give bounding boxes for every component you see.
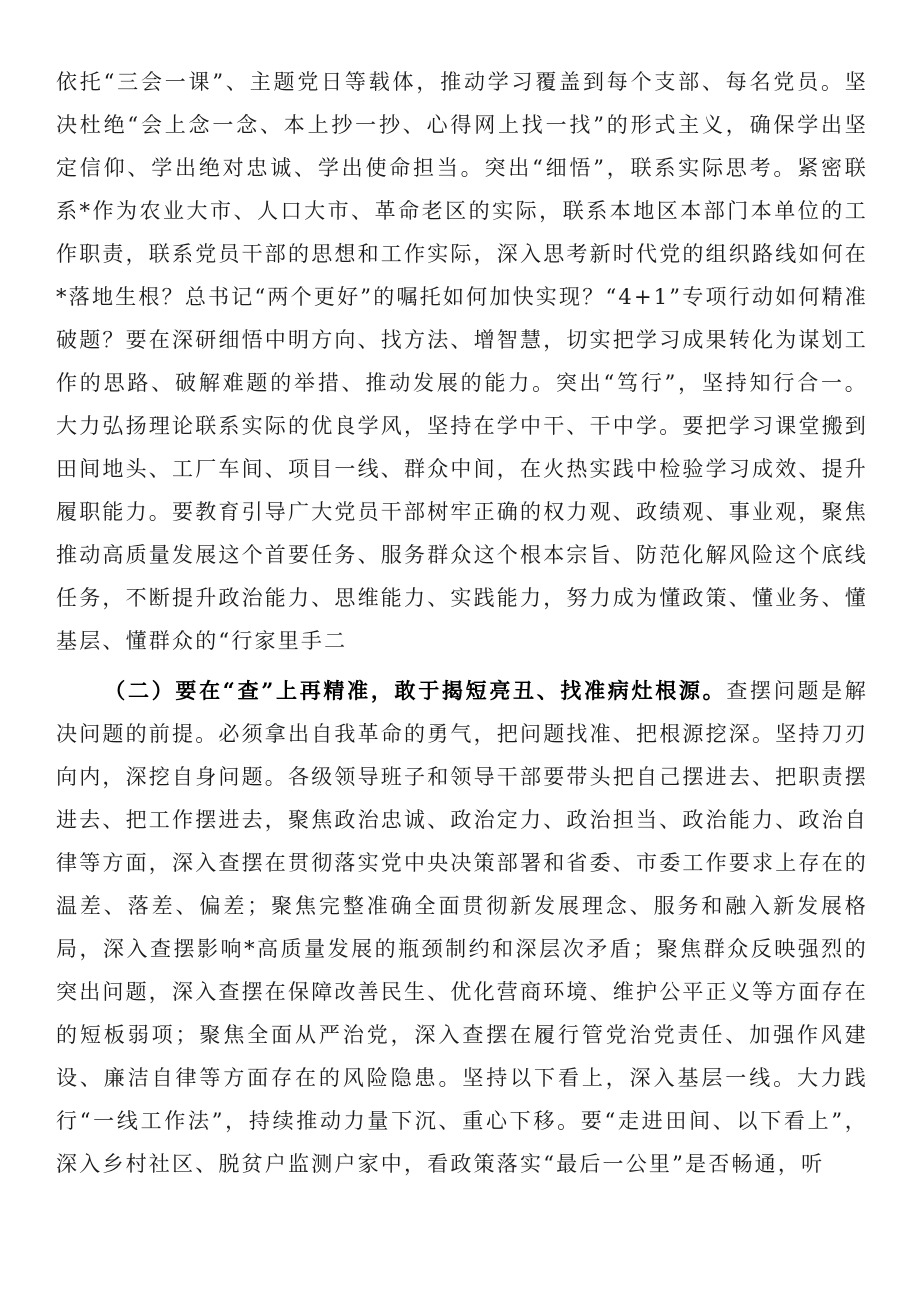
paragraph-2 — [56, 669, 868, 1186]
paragraph-1-text: 依托“三会一课”、主题党日等载体，推动学习覆盖到每个支部、每名党员。坚决杜绝“会上念一念、本上抄一抄、心得网上找一找”的形式主义，确保学出坚定信仰、学出绝对忠诚、学出使命担当。突出“细悟”，联系实际思考。紧密联系*作为农业大市、人口大市、革命老区的实际，联系本地区本部门本单位的工作职责，联系党员干部的思想和工作实际，深入思考新时代党的组织路线如何在*落地生根？总书记“两个更好”的嘱托如何加快实现？“4+1”专项行动如何精准破题？要在深研细悟中明方向、找方法、增智慧，切实把学习成果转化为谋划工作的思路、破解难题的举措、推动发展的能力。突出“笃行”，坚持知行合一。大力弘扬理论联系实际的优良学风，坚持在学中干、干中学。要把学习课堂搬到田间地头、工厂车间、项目一线、群众中间，在火热实践中检验学习成效、提升履职能力。要教育引导广大党员干部树牢正确的权力观、政绩观、事业观，聚焦推动高质量发展这个首要任务、服务群众这个根本宗旨、防范化解风险这个底线任务，不断提升政治能力、思维能力、实践能力，努力成为懂政策、懂业务、懂基层、懂群众的“行家里手二 — [56, 70, 868, 653]
paragraph-2-heading: （二）要在“查”上再精准，敢于揭短亮丑、找准病灶根源。 — [104, 678, 727, 703]
paragraph-1 — [56, 60, 868, 663]
paragraph-2-text: 查摆问题是解决问题的前提。必须拿出自我革命的勇气，把问题找准、把根源挖深。坚持刀刃向内，深挖自身问题。各级领导班子和领导干部要带头把自己摆进去、把职责摆进去、把工作摆进去，聚焦政治忠诚、政治定力、政治担当、政治能力、政治自律等方面，深入查摆在贯彻落实党中央决策部署和省委、市委工作要求上存在的温差、落差、偏差；聚焦完整准确全面贯彻新发展理念、服务和融入新发展格局，深入查摆影响*高质量发展的瓶颈制约和深层次矛盾；聚焦群众反映强烈的突出问题，深入查摆在保障改善民生、优化营商环境、维护公平正义等方面存在的短板弱项；聚焦全面从严治党，深入查摆在履行管党治党责任、加强作风建设、廉洁自律等方面存在的风险隐患。坚持以下看上，深入基层一线。大力践行“一线工作法”，持续推动力量下沉、重心下移。要“走进田间、以下看上”，深入乡村社区、脱贫户监测户家中，看政策落实“最后一公里”是否畅通，听 — [56, 679, 869, 1176]
document-page — [56, 60, 868, 1186]
